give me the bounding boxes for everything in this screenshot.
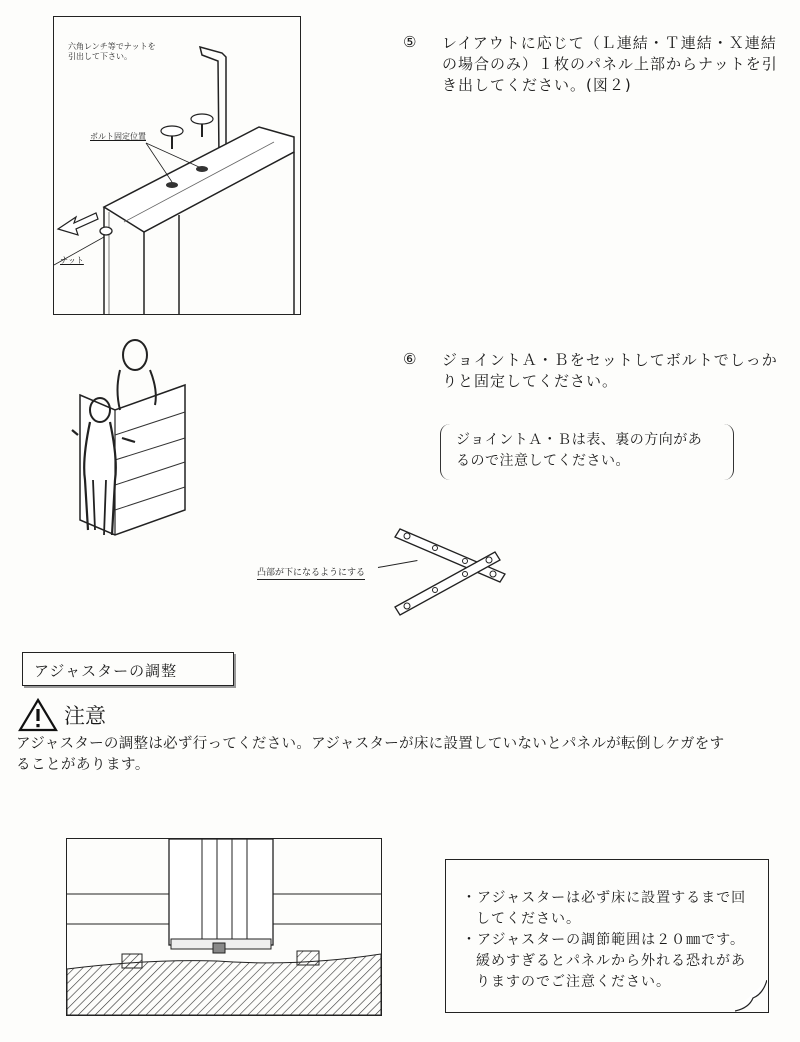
step6-people-figure [60,330,200,545]
caution-heading [18,698,106,732]
step5-number: ⑤ [403,33,417,51]
adjuster-floor-illustration [67,839,381,1015]
bullet1-line2: してください。 [476,911,581,927]
caution-body-line2: ることがあります。 [16,757,150,773]
step6-text [442,350,778,392]
wrench-label-line1: 六角レンチ等でナットを [68,42,156,51]
bullet2-line1: ・アジャスターの調節範囲は２０㎜です。 [462,932,746,948]
caution-body-line1: アジャスターの調整は必ず行ってください。アジャスターが床に設置していないとパネルが転倒しケガをす [16,736,725,752]
step6-number: ⑥ [403,350,417,368]
people-panel-illustration [60,330,200,545]
wrench-label [68,42,156,62]
bullet2-line2: 緩めすぎるとパネルから外れる恐れがあ [476,953,746,969]
adjuster-figure [66,838,382,1016]
warning-triangle-icon [18,698,58,732]
adjuster-section-title: アジャスターの調整 [34,662,178,680]
step5-text-line3: き出してください。(図２) [442,76,632,94]
nut-label: ナット [60,256,84,265]
step6-text-line2: りと固定してください。 [442,372,619,390]
bolt-position-label: ボルト固定位置 [90,132,146,141]
adjuster-notes [462,888,746,993]
step5-text-line2: の場合のみ）１枚のパネル上部からナットを引 [442,55,778,73]
joint-label: 凸部が下になるようにする [257,565,365,580]
step5-text-line1: レイアウトに応じて（Ｌ連結・Ｔ連結・Ｘ連結 [442,34,777,52]
caution-title: 注意 [64,704,106,728]
step5-text [442,33,778,96]
joint-figure [385,522,515,617]
joint-plates-illustration [385,522,515,617]
wrench-label-line2: 引出して下さい。 [68,52,132,61]
step6-note-line1: ジョイントＡ・Ｂは表、裏の方向があ [456,432,703,448]
step6-note-line2: るので注意してください。 [456,453,630,469]
step6-note [456,430,702,472]
bullet2-line3: りますのでご注意ください。 [476,974,671,990]
step6-text-line1: ジョイントＡ・Ｂをセットしてボルトでしっか [442,351,778,369]
bullet1-line1: ・アジャスターは必ず床に設置するまで回 [462,890,747,906]
caution-body [16,734,796,776]
